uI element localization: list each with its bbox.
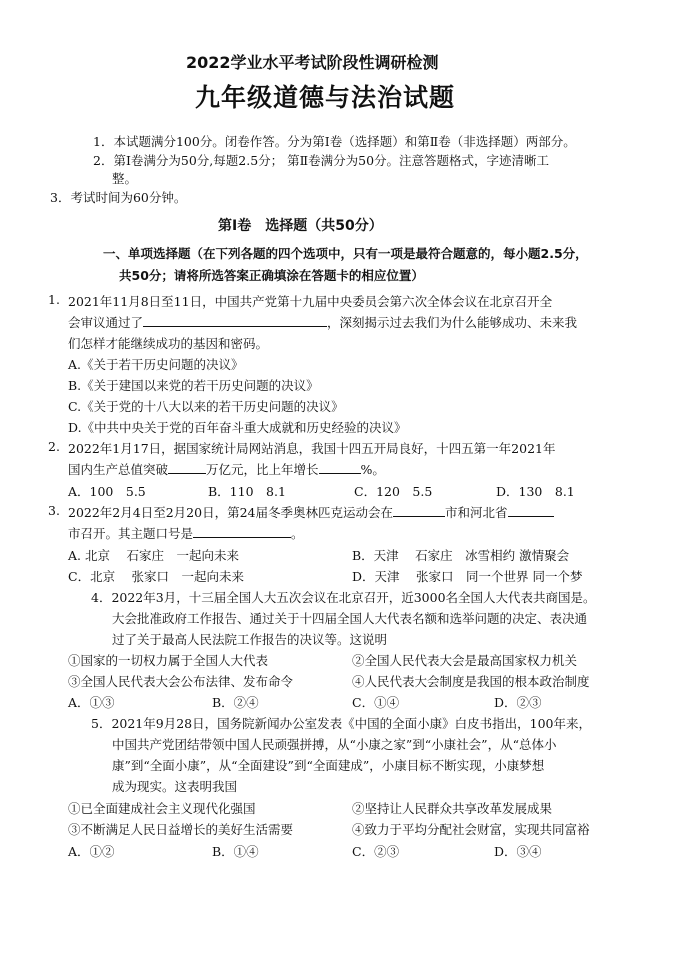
q4-line1: 4．2022年3月，十三届全国人大五次会议在北京召开，近3000名全国人大代表共商国是。 [91, 590, 596, 605]
q3-option-c: C．北京 张家口 一起向未来 [68, 569, 245, 584]
note-2-cont: 整。 [112, 171, 138, 186]
section-instruction-line2: 共50分；请将所选答案正确填涂在答题卡的相应位置） [119, 268, 424, 283]
note-2: 2．第Ⅰ卷满分为50分,每题2.5分； 第Ⅱ卷满分为50分。注意答题格式，字迹清晰工 [93, 153, 550, 168]
q5-statement-4: ④致力于平均分配社会财富，实现共同富裕 [352, 822, 590, 837]
q5-line3: 康”到“全面小康”，从“全面建设”到“全面建成”，小康目标不断实现，小康梦想 [112, 758, 545, 773]
q4-option-b: B．②④ [212, 695, 259, 710]
exam-title-line1: 2022学业水平考试阶段性调研检测 [186, 53, 439, 72]
q4-statement-3: ③全国人民代表大会公布法律、发布命令 [68, 674, 294, 689]
q3-line1 [68, 503, 554, 521]
section-heading: 第Ⅰ卷 选择题（共50分） [218, 218, 383, 234]
q2-line2-text-b: 万亿元，比上年增长 [206, 462, 319, 477]
q2-option-c: C．120 5.5 [354, 484, 433, 499]
q3-option-a: A. 北京 石家庄 一起向未来 [68, 548, 239, 563]
q3-blank-2[interactable] [508, 504, 554, 517]
q1-answer-blank[interactable] [143, 314, 327, 327]
q1-line1: 2021年11月8日至11日，中国共产党第十九届中央委员会第六次全体会议在北京召开全 [68, 294, 553, 309]
q3-number: 3. [48, 503, 60, 518]
q3-blank-3[interactable] [193, 525, 291, 538]
q1-number: 1. [48, 292, 60, 307]
q1-line2 [68, 313, 577, 331]
q5-option-b: B．①④ [212, 844, 259, 859]
q2-option-d: D．130 8.1 [496, 484, 575, 499]
q4-line3: 过了关于最高人民法院工作报告的决议等。这说明 [112, 632, 388, 647]
q3-option-b: B．天津 石家庄 冰雪相约 激情聚会 [352, 548, 570, 563]
q3-line2-text-b: 。 [291, 526, 304, 541]
q4-line2: 大会批准政府工作报告、通过关于十四届全国人大代表名额和选举问题的决定、表决通 [112, 611, 588, 626]
q2-option-a: A．100 5.5 [68, 484, 146, 499]
q3-line2 [68, 524, 304, 542]
q3-line1-text-a: 2022年2月4日至2月20日，第24届冬季奥林匹克运动会在 [68, 505, 393, 520]
note-3: 3．考试时间为60分钟。 [50, 190, 187, 205]
q5-line2: 中国共产党团结带领中国人民顽强拼搏，从“小康之家”到“小康社会”，从“总体小 [112, 737, 557, 752]
q4-option-c: C．①④ [352, 695, 400, 710]
q5-option-d: D．③④ [494, 844, 542, 859]
q1-option-d: D.《中共中央关于党的百年奋斗重大成就和历史经验的决议》 [68, 420, 407, 435]
exam-title-line2: 九年级道德与法治试题 [195, 83, 456, 112]
q2-blank-2[interactable] [319, 461, 361, 474]
section-instruction-line1: 一、单项选择题（在下列各题的四个选项中，只有一项是最符合题意的，每小题2.5分， [103, 246, 588, 261]
q2-option-b: B．110 8.1 [208, 484, 286, 499]
q2-line2-text-c: %。 [360, 462, 385, 477]
q4-option-a: A．①③ [68, 695, 115, 710]
q4-statement-4: ④人民代表大会制度是我国的根本政治制度 [352, 674, 590, 689]
q1-line3: 们怎样才能继续成功的基因和密码。 [68, 336, 269, 351]
q1-option-a: A.《关于若干历史问题的决议》 [68, 357, 244, 372]
q5-option-a: A．①② [68, 844, 115, 859]
q5-line4: 成为现实。这表明我国 [112, 779, 238, 794]
q2-line2-text-a: 国内生产总值突破 [68, 462, 169, 477]
q3-line2-text-a: 市召开。其主题口号是 [68, 526, 194, 541]
q4-option-d: D．②③ [494, 695, 542, 710]
q1-option-b: B.《关于建国以来党的若干历史问题的决议》 [68, 378, 319, 393]
q1-line2-text-b: ，深刻揭示过去我们为什么能够成功、未来我 [327, 315, 578, 330]
q1-line2-text-a: 会审议通过了 [68, 315, 144, 330]
q5-option-c: C．②③ [352, 844, 400, 859]
q3-option-d: D．天津 张家口 同一个世界 同一个梦 [352, 569, 583, 584]
q2-line1: 2022年1月17日，据国家统计局网站消息，我国十四五开局良好，十四五第一年2021年 [68, 441, 556, 456]
q5-statement-2: ②坚持让人民群众共享改革发展成果 [352, 801, 553, 816]
q2-blank-1[interactable] [168, 461, 206, 474]
q4-statement-2: ②全国人民代表大会是最高国家权力机关 [352, 653, 578, 668]
note-1: 1．本试题满分100分。闭卷作答。分为第Ⅰ卷（选择题）和第Ⅱ卷（非选择题）两部分。 [93, 134, 576, 149]
q3-blank-1[interactable] [393, 504, 445, 517]
q3-line1-text-b: 市和河北省 [444, 505, 508, 520]
q1-option-c: C.《关于党的十八大以来的若干历史问题的决议》 [68, 399, 344, 414]
q5-statement-3: ③不断满足人民日益增长的美好生活需要 [68, 822, 294, 837]
q5-statement-1: ①已全面建成社会主义现代化强国 [68, 801, 256, 816]
q5-line1: 5．2021年9月28日，国务院新闻办公室发表《中国的全面小康》白皮书指出，100年来， [91, 716, 591, 731]
q2-line2 [68, 460, 385, 478]
q4-statement-1: ①国家的一切权力属于全国人大代表 [68, 653, 269, 668]
q2-number: 2. [48, 439, 60, 454]
